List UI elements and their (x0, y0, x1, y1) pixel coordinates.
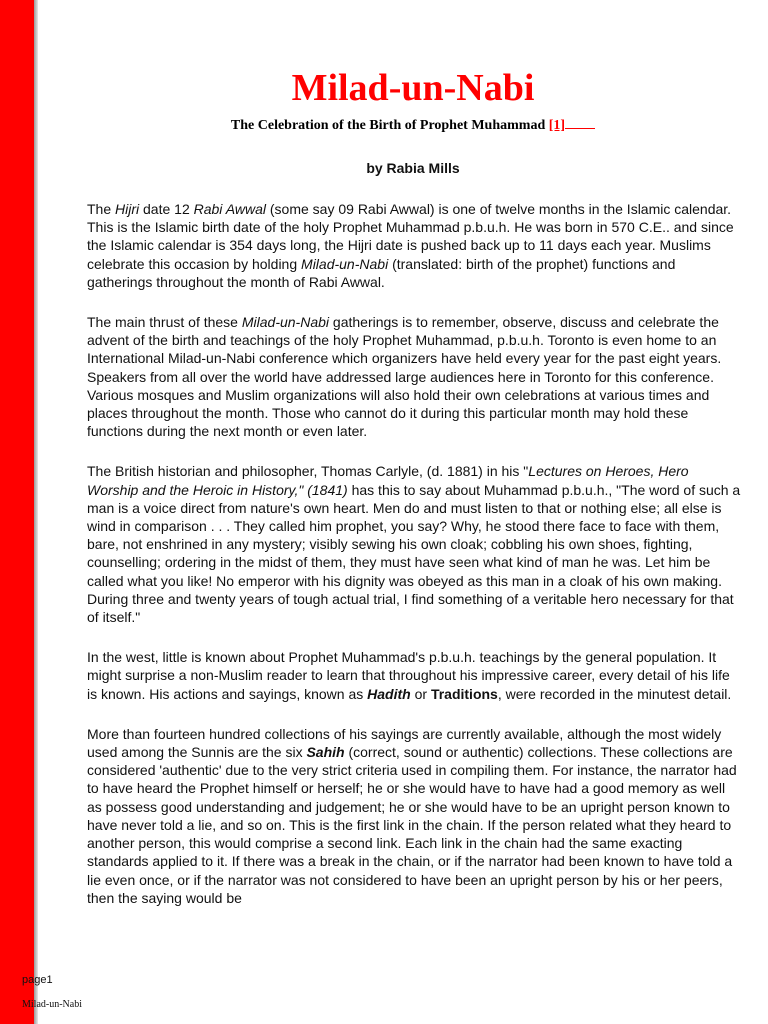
left-red-margin-bar (0, 0, 34, 1024)
term-traditions: Traditions (430, 685, 498, 702)
term-milad-un-nabi: Milad-un-Nabi (241, 314, 330, 331)
left-bar-shadow (34, 0, 38, 1024)
paragraph-1: The Hijri date 12 Rabi Awwal (some say 09 Rabi Awwal) is one of twelve months in the Islamic calendar. This is the Islamic birth date of the holy Prophet Muhammad p.b.u.h. He was born in 570 C.E.. and since the Islamic calendar is 354 days long, the Hijri date is pushed back up to 11 days each year. Muslims celebrate this occasion by holding Milad-un-Nabi (translated: birth of the prophet) functions and gatherings throughout the month of Rabi Awwal. (87, 201, 734, 290)
term-sahih: Sahih (306, 744, 345, 761)
page-title: Milad-un-Nabi (291, 67, 535, 109)
author-byline: by Rabia Mills (366, 160, 460, 176)
term-rabi-awwal: Rabi Awwal (193, 201, 266, 217)
term-milad-un-nabi: Milad-un-Nabi (301, 255, 389, 272)
paragraph-5: More than fourteen hundred collections of his sayings are currently available, although the most widely used among the Sunnis are the six Sahih (correct, sound or authentic) collections. These collections are considered 'authentic' due to the very strict criteria used in compiling them. For instance, the narrator had to have heard the Prophet himself or herself; he or she would have to have had a good memory as well as possess good understanding and judgement; he or she would have to be an upright person known to have never told a lie, and so on. This is the first link in the chain. If the person related what they heard to another person, this would comprise a second link. Each link in the chain had the same exacting standards applied to it. If there was a break in the chain, or if the narrator had been known to have told a lie even once, or if the narrator was not considered to have been an upright person by his or her peers, then the saying would be (87, 725, 737, 906)
page-subtitle (0, 116, 768, 135)
paragraph-4: In the west, little is known about Prophet Muhammad's p.b.u.h. teachings by the general population. It might surprise a non-Muslim reader to learn that throughout his impressive career, every detail of his life is known. His actions and sayings, known as Hadith or Traditions, were recorded in the minutest detail. (87, 649, 732, 702)
paragraph-2: The main thrust of these Milad-un-Nabi gatherings is to remember, observe, discuss and celebrate the advent of the birth and teachings of the holy Prophet Muhammad, p.b.u.h. Toronto is even home to an International Milad-un-Nabi conference which organizers have held every year for the past eight years. Speakers from all over the world have addressed large audiences here in Toronto for this conference. Various mosques and Muslim organizations will also hold their own celebrations at various times and places throughout the month. Those who cannot do it during this particular month may hold these functions during the next month or even later. (87, 314, 722, 440)
footnote-link[interactable]: [1] (548, 118, 566, 133)
footer-document-title: Milad-un-Nabi (22, 999, 82, 1010)
paragraph-3: The British historian and philosopher, Thomas Carlyle, (d. 1881) in his "Lectures on Heroes, Hero Worship and the Heroic in History," (1841) has this to say about Muhammad p.b.u.h., "The word of such a man is a voice direct from nature's own heart. Men do and must listen to that or nothing else; all else is wind in comparison . . . They called him prophet, you say? Why, he stood there face to face with them, bare, not enshrined in any mystery; visibly sewing his own cloak; cobbling his own shoes, fighting, counselling; ordering in the midst of them, they must have seen what kind of man he was. Let him be called what you like! No emperor with his dignity was obeyed as this man in a cloak of his own making. During three and twenty years of tough actual trial, I find something of a veritable hero necessary for that of itself." (87, 463, 741, 626)
term-hadith: Hadith (367, 685, 411, 702)
subtitle-text: The Celebration of the Birth of Prophet Muhammad (230, 118, 546, 133)
term-hijri: Hijri (115, 201, 140, 217)
footnote-underline (565, 116, 595, 129)
footer-page-number: page1 (22, 974, 53, 986)
article-body (87, 200, 743, 929)
book-title-lectures-on-heroes: Lectures on Heroes, Hero Worship and the Heroic in History," (1841) (87, 463, 689, 498)
